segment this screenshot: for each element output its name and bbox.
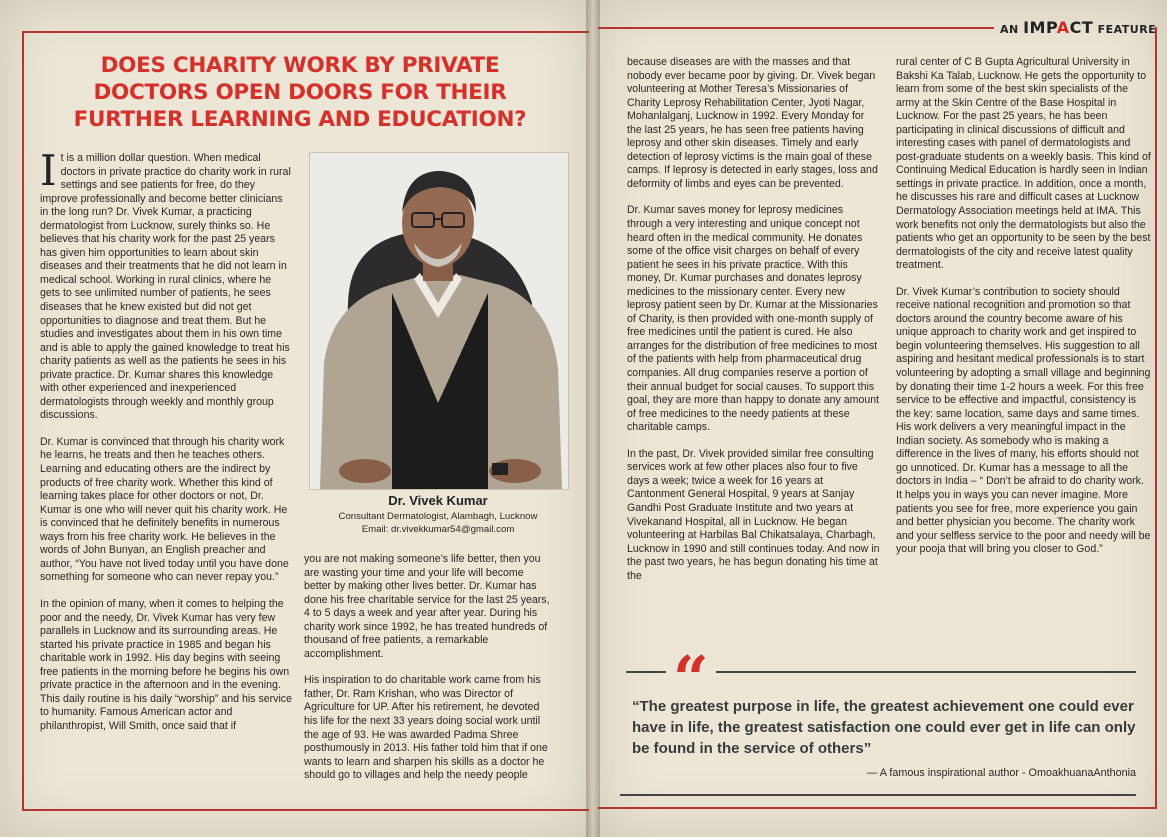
pull-quote-text: “The greatest purpose in life, the greatest achievement one could ever have in life, the greatest satisfaction one could ever get in life can only be found in the service of others” bbox=[632, 698, 1136, 757]
feature-tag-prefix: AN bbox=[1000, 23, 1019, 36]
paragraph: His inspiration to do charitable work came from his father, Dr. Ram Krishan, who was Director of Agriculture for UP. After his retirement, he devoted his life for the next 33 years doing social work until the age of 93. He was awarded Padma Shree posthumously in 2013. His father told him that if one wants to learn and sharpen his skills as a doctor he should go to villages and help the needy people bbox=[304, 674, 548, 782]
article-headline: DOES CHARITY WORK BY PRIVATE DOCTORS OPEN DOORS FOR THEIR FURTHER LEARNING AND EDUCATION? bbox=[73, 53, 527, 132]
impact-feature-tag bbox=[1000, 18, 1157, 37]
pull-quote-attribution: — A famous inspirational author - OmoakhuanaAnthonia bbox=[866, 767, 1136, 779]
feature-tag-suffix: FEATURE bbox=[1097, 23, 1157, 36]
paragraph: Dr. Vivek Kumar’s contribution to society should receive national recognition and promotion so that doctors around the country become aware of his unique approach to charity work and get inspired to begin volunteering themselves. His suggestion to all aspiring and hesitant medical professionals is to start volunteering by adopting a small village and beginning by donating their time 1-2 hours a week. For this free service to be effective and impactful, consistency is the key: same location, same days and same times. bbox=[896, 285, 1151, 420]
paragraph: rural center of C B Gupta Agricultural University in Bakshi Ka Talab, Lucknow. He gets the opportunity to learn from some of the best skin specialists of the army at the Skin Centre of the Base Hospital in Lucknow. For the past 25 years, he has been participating in clinical discussions of difficult and interesting cases with panel of dermatologists and post-graduate students on a weekly basis. This kind of Continuing Medical Education is hardly seen in Indian settings in private practice. In addition, once a month, he discusses his rare and difficult cases at Lucknow Dermatology Association meetings held at IMA. This work benefits not only the dermatologists but also the patients who get an opportunity to be seen by the best dermatologists of the city and receive latest quality treatment. bbox=[896, 56, 1151, 272]
paragraph: In the opinion of many, when it comes to helping the poor and the needy, Dr. Vivek Kumar has very few parallels in Lucknow and its surrounding areas. He started his private practice in 1985 and began his charitable work in 1992. His day begins with seeing free patients in the morning before he begins his own private practice in the afternoon and in the evening. This daily routine is his daily “worship” and his service to humanity. Famous American actor and philanthropist, Will Smith, once said that if bbox=[40, 597, 292, 732]
paragraph: because diseases are with the masses and that nobody ever became poor by giving. Dr. Vivek began volunteering at Mother Teresa’s Missionaries of Charity Leprosy Rehabilitation Center, Jyoti Nagar, Mohanlalganj, Lucknow in 1992. Every Monday for the last 25 years, he has seen free patients having leprosy and other skin diseases. Timely and early detection of leprosy victims is the main goal of these camps. If leprosy is detected in early stages, loss and deformity of limbs and eyes can be prevented. bbox=[627, 56, 878, 190]
photo-caption-title: Consultant Dermatologist, Alambagh, Lucknow bbox=[338, 511, 538, 522]
impact-logo: IMPACT bbox=[1023, 18, 1094, 37]
paragraph: His work delivers a very meaningful impact in the Indian society. As somebody who is making a difference in the lives of many, his efforts should not go unnoticed. Dr. Kumar has a message to all the doctors in India – “ Don’t be afraid to do charity work. It helps you in ways you can never imagine. More patients you see for free, more experience you gain and better physician you become. The charity work and your selfless service to the poor and needy will be your pooja that will bring you closer to God.” bbox=[896, 421, 1151, 556]
doctor-portrait-photo bbox=[309, 152, 569, 490]
column-3 bbox=[627, 56, 881, 596]
column-1 bbox=[40, 146, 292, 746]
paragraph: Dr. Kumar saves money for leprosy medicines through a very interesting and unique concept not heard often in the medical community. He donates some of the office visit charges on behalf of every patient he sees in his private practice. With this money, Dr. Kumar purchases and donates leprosy medicines to the missionary center. Every new leprosy patient seen by Dr. Kumar at the Missionaries of Charity, is then provided with one-month supply of free medicines until the patient is cured. He also arranges for the distribution of free medicines to most of the patients with help from pharmaceutical drug companies. All drug companies reserve a portion of their annual budget for social causes. To support this goal, they are more than happy to donate any amount of free medicines to the needy patients at these charitable camps. bbox=[627, 204, 880, 434]
photo-caption-email: Email: dr.vivekkumar54@gmail.com bbox=[361, 524, 515, 535]
drop-cap: I bbox=[40, 146, 57, 195]
photo-caption-name: Dr. Vivek Kumar bbox=[388, 493, 488, 508]
paragraph: In the past, Dr. Vivek provided similar free consulting services work at few other places also four to five days a week; twice a week for 16 years at Cantonment General Hospital, 9 years at Sanjay Gandhi Post Graduate Institute and two years at Vivekanand Hospital, all in Lucknow. He began volunteering at Harbilas Bal Chikatsalaya, Charbagh, Lucknow in 1990 and still continues today. And now in the past two years, he has begun donating his time at the bbox=[627, 447, 880, 582]
quote-rule-right bbox=[716, 671, 1136, 673]
quote-mark-icon: “ bbox=[673, 642, 709, 715]
paragraph: Dr. Kumar is convinced that through his charity work he learns, he treats and then he teaches others. Learning and educating others are the indirect by products of free charity work. Whether this kind of learning takes place for other doctors or not, Dr. Kumar is one who will never quit his charity work. He is convinced that he definitely benefits in numerous ways from his free charity work. He believes in the words of John Bunyan, an English preacher and author, “You have not lived today until you have done something for someone who can never repay you.” bbox=[40, 435, 289, 584]
paragraph: you are not making someone’s life better, then you are wasting your time and your life will become better by making other lives better. Dr. Kumar has done his free charitable service for the last 25 years, 4 to 5 days a week and year after year. During his charity work since 1992, he has treated hundreds of thousand of free patients, a remarkable accomplishment. bbox=[304, 553, 550, 660]
paragraph: t is a million dollar question. When medical doctors in private practice do charity work in rural settings and see patients for free, do they improve professionally and become better clinicians in the long run? Dr. Vivek Kumar, a practicing dermatologist from Lucknow, surely thinks so. He believes that his charity work for the past 25 years has given him opportunities to learn about skin diseases and their treatments that he did not learn in medical school. Working in rural clinics, where he gets to see unlimited number of patients, he sees diseases that he knew existed but did not get opportunities to diagnose and treat them. But he studies and investigates about them in his own time and is able to apply the gained knowledge to treat his charity patients as well as the patients he sees in his private practice. Dr. Kumar shares this knowledge with other experienced and inexperienced dermatologists through weekly and monthly group discussions. bbox=[40, 152, 291, 422]
quote-rule-left bbox=[626, 671, 666, 673]
quote-rule-bottom bbox=[620, 794, 1136, 796]
column-4 bbox=[896, 56, 1152, 570]
column-2 bbox=[304, 553, 550, 796]
portrait-illustration bbox=[310, 153, 568, 489]
